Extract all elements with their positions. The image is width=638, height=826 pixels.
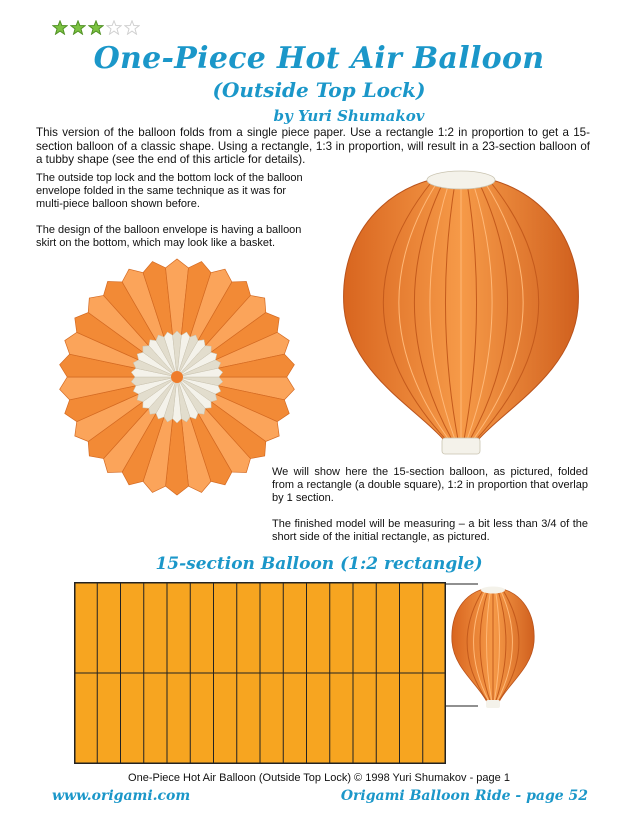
- page-title: One-Piece Hot Air Balloon: [93, 41, 545, 76]
- section-heading: 15-section Balloon (1:2 rectangle): [155, 554, 483, 574]
- author-byline: by Yuri Shumakov: [273, 107, 425, 125]
- star-rating: [52, 20, 140, 35]
- star-icon: [88, 20, 104, 35]
- footer-website-link[interactable]: www.origami.com: [52, 788, 191, 804]
- footer-copyright: One-Piece Hot Air Balloon (Outside Top Lock) © 1998 Yuri Shumakov - page 1: [128, 772, 510, 784]
- side-paragraph-2: The design of the balloon envelope is having a balloon skirt on the bottom, which may look like a basket.: [36, 224, 302, 249]
- star-icon: [70, 20, 86, 35]
- star-icon: [124, 20, 140, 35]
- right-paragraph-2: The finished model will be measuring – a bit less than 3/4 of the short side of the initial rectangle, as pictured.: [272, 518, 588, 543]
- balloon-top-view-photo: [52, 252, 302, 502]
- finished-balloon-photo: [446, 582, 540, 714]
- crease-pattern-diagram: [74, 582, 446, 764]
- right-paragraph-1: We will show here the 15-section balloon, as pictured, folded from a rectangle (a double square), 1:2 in proportion that overlap by 1 section.: [272, 466, 588, 504]
- star-icon: [106, 20, 122, 35]
- page-subtitle: (Outside Top Lock): [212, 78, 426, 102]
- balloon-side-view-photo: [326, 158, 596, 458]
- intro-paragraph: This version of the balloon folds from a single piece paper. Use a rectangle 1:2 in proportion to get a 15-section balloon of a classic shape. Using a rectangle, 1:3 in proportion, will result in a 23-section balloon of a tubby shape (see the end of this article for details).: [36, 126, 590, 166]
- footer-page-label: Origami Balloon Ride - page 52: [340, 788, 588, 804]
- rosette-center: [171, 371, 183, 383]
- star-icon: [52, 20, 68, 35]
- side-paragraph-1: The outside top lock and the bottom lock of the balloon envelope folded in the same technique as it was for multi-piece balloon shown before.: [36, 172, 303, 210]
